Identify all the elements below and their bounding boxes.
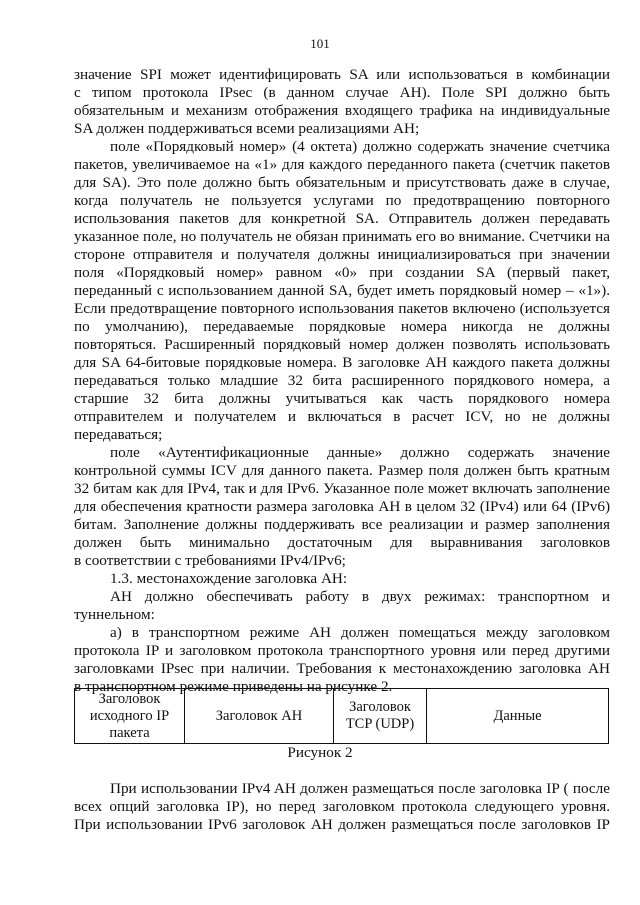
figure-caption: Рисунок 2 [287, 744, 353, 761]
text-line: для SA). Это поле должно быть обязательным и присутствовать даже в случае, [74, 174, 610, 191]
text-line: SA должен поддерживаться всеми реализациями AH; [74, 120, 420, 137]
text-line: использования пакетов для конкретной SA. Отправитель должен передавать [74, 210, 610, 227]
text-line: передаваться; [74, 426, 163, 443]
text-line: передаваться только младшие 32 бита расширенного порядкового номера, а [74, 372, 610, 389]
text-line: пакетов, увеличиваемое на «1» для каждого переданного пакета (счетчик пакетов [74, 156, 610, 173]
cell-ah-header: Заголовок AH [185, 689, 334, 744]
text-line: AH должно обеспечивать работу в двух режимах: транспортном и [110, 588, 610, 605]
text-line: в соответствии с требованиями IPv4/IPv6; [74, 552, 346, 569]
packet-structure-figure [74, 688, 609, 744]
text-line: туннельном: [74, 606, 155, 623]
text-line: поле «Аутентификационные данные» должно содержать значение [110, 444, 610, 461]
text-line: старшие 32 бита должны учитываться как часть порядкового номера [74, 390, 610, 407]
section-heading: 1.3. местонахождение заголовка AH: [110, 570, 348, 587]
text-line: для обеспечения кратности размера заголовка AH в целом 32 (IPv4) или 64 (IPv6) [74, 498, 610, 515]
cell-original-ip-header: Заголовок исходного IP пакета [75, 689, 185, 744]
text-line: всех опций заголовка IP), но перед заголовком протокола следующего уровня. [74, 798, 610, 815]
text-line: Если предотвращение повторного использования пакетов включено (используется [74, 300, 610, 317]
text-line: При использовании IPv4 AH должен размещаться после заголовка IP ( после [110, 780, 610, 797]
text-line: а) в транспортном режиме AH должен помещаться между заголовком [110, 624, 610, 641]
text-line: протокола IP и заголовком протокола транспортного уровня или перед другими [74, 642, 610, 659]
text-line: 32 битам как для IPv4, так и для IPv6. Указанное поле может включать заполнение [74, 480, 610, 497]
text-line: поля «Порядковый номер» равном «0» при создании SA (первый пакет, [74, 264, 610, 281]
text-line: поле «Порядковый номер» (4 октета) должно содержать значение счетчика [110, 138, 610, 155]
text-line: обязательным и механизм отображения входящего трафика на индивидуальные [74, 102, 610, 119]
text-line: стороне отправителя и получателя должны инициализироваться при значении [74, 246, 610, 263]
text-line: заголовками IPsec при наличии. Требования к местонахождению заголовка AH [74, 660, 610, 677]
text-line: должен быть минимально достаточным для выравнивания заголовков [74, 534, 610, 551]
text-line: в транспортном режиме приведены на рисунке 2. [74, 678, 393, 695]
text-line: когда получатель не пользуется услугами по предотвращению повторного [74, 192, 610, 209]
text-line: битам. Заполнение должны поддерживать все реализации и размер заполнения [74, 516, 610, 533]
text-line: контрольной суммы ICV для данного пакета. Размер поля должен быть кратным [74, 462, 610, 479]
text-line: указанное поле, но получатель не обязан принимать его во внимание. Счетчики на [74, 228, 610, 245]
page-number: 101 [310, 36, 330, 51]
cell-tcp-udp-header: Заголовок TCP (UDP) [334, 689, 427, 744]
text-line: с типом протокола IPsec (в данном случае AH). Поле SPI должно быть [74, 84, 610, 101]
text-line: значение SPI может идентифицировать SA или использоваться в комбинации [74, 66, 610, 83]
cell-data: Данные [427, 689, 609, 744]
text-line: по умолчанию), передаваемые порядковые номера никогда не должны [74, 318, 610, 335]
text-line: отправителем и получателем и включаться в расчет ICV, но не должны [74, 408, 610, 425]
text-line: переданный с использованием данной SA, будет иметь порядковый номер – «1»). [74, 282, 610, 299]
text-line: повторяться. Расширенный порядковый номер должен позволять использовать [74, 336, 610, 353]
text-line: для SA 64-битовые порядковые номера. В заголовке AH каждого пакета должны [74, 354, 610, 371]
text-line: При использовании IPv6 заголовок AH должен размещаться после заголовков IP [74, 816, 610, 833]
